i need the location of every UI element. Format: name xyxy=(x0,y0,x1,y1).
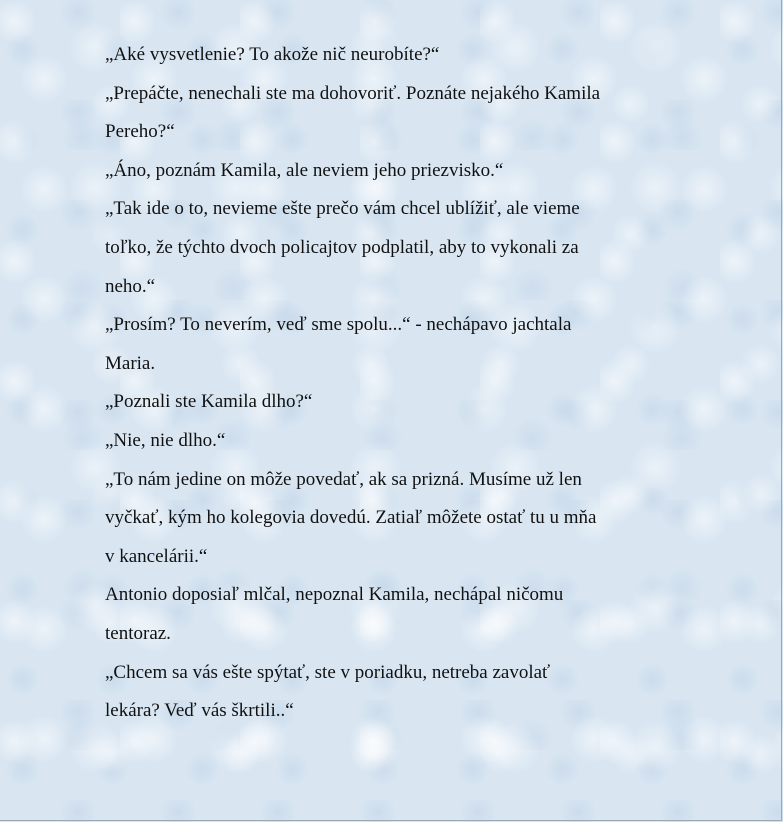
text-line: „Nie, nie dlho.“ xyxy=(105,429,226,451)
text-line: „Aké vysvetlenie? To akože nič neurobíte?“ xyxy=(105,44,440,65)
text-line: „Poznali ste Kamila dlho?“ xyxy=(105,391,313,413)
text-line: Maria. xyxy=(105,352,156,374)
text-line: toľko, že týchto dvoch policajtov podplatil, aby to vykonali za xyxy=(105,236,579,258)
text-line: „Prepáčte, nenechali ste ma dohovoriť. Poznáte nejakého Kamila xyxy=(105,82,601,104)
text-line: Antonio doposiaľ mlčal, nepoznal Kamila, nechápal ničomu xyxy=(105,584,564,606)
text-line: „Tak ide o to, nevieme ešte prečo vám chcel ublížiť, ale vieme xyxy=(105,198,580,220)
text-line: Pereho?“ xyxy=(105,121,175,143)
document-text xyxy=(105,36,705,731)
text-line: „To nám jedine on môže povedať, ak sa prizná. Musíme už len xyxy=(105,468,582,490)
text-line: lekára? Veď vás škrtili..“ xyxy=(105,700,294,722)
text-line: tentoraz. xyxy=(105,622,171,644)
text-line: „Prosím? To neverím, veď sme spolu...“ - nechápavo jachtala xyxy=(105,314,572,336)
text-line: vyčkať, kým ho kolegovia dovedú. Zatiaľ môžete ostať tu u mňa xyxy=(105,507,597,529)
text-line: „Chcem sa vás ešte spýtať, ste v poriadku, netreba zavolať xyxy=(105,661,551,683)
text-line: v kancelárii.“ xyxy=(105,545,208,567)
text-line: neho.“ xyxy=(105,275,156,297)
text-line: „Áno, poznám Kamila, ale neviem jeho priezvisko.“ xyxy=(105,159,504,181)
